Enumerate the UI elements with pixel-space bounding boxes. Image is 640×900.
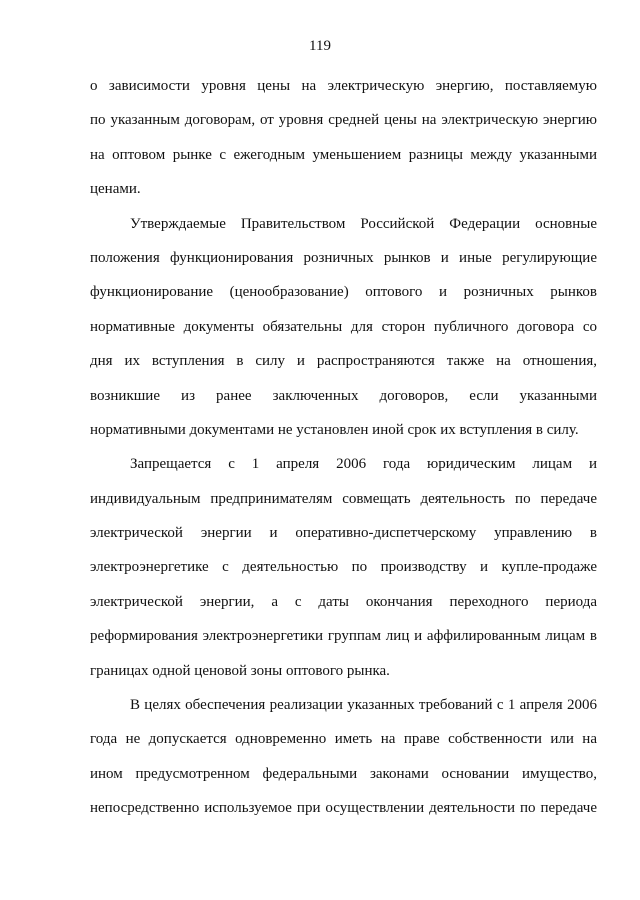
text-line: Утверждаемые Правительством Российской Федерации основные [130, 215, 597, 232]
paragraph-1 [90, 69, 597, 207]
text-line: функционирование (ценообразование) оптового и розничных рынков [90, 284, 597, 301]
text-line: по указанным договорам, от уровня средней цены на электрическую энергию [90, 112, 597, 129]
text-line: электрической энергии и оперативно-диспетчерскому управлению в [90, 525, 597, 542]
paragraph-3 [90, 447, 597, 688]
text-line: о зависимости уровня цены на электрическую энергию, поставляемую [90, 78, 597, 94]
text-line: электроэнергетике с деятельностью по производству и купле-продаже [90, 559, 597, 576]
text-line: индивидуальным предпринимателям совмещать деятельность по передаче [90, 490, 597, 507]
text-line: Запрещается с 1 апреля 2006 года юридическим лицам и [130, 456, 597, 473]
text-line: нормативные документы обязательны для сторон публичного договора со [90, 318, 597, 335]
text-line: ценами. [90, 181, 141, 198]
text-line: возникшие из ранее заключенных договоров, если указанными [90, 387, 597, 404]
text-line: нормативными документами не установлен иной срок их вступления в силу. [90, 421, 579, 438]
document-body [90, 69, 597, 826]
page-number: 119 [309, 38, 331, 54]
text-line: непосредственно используемое при осуществлении деятельности по передаче [90, 800, 597, 817]
text-line: на оптовом рынке с ежегодным уменьшением разницы между указанными [90, 146, 597, 163]
text-line: года не допускается одновременно иметь на праве собственности или на [90, 731, 597, 748]
paragraph-2 [90, 207, 597, 448]
text-line: положения функционирования розничных рынков и иные регулирующие [90, 249, 597, 266]
text-line: дня их вступления в силу и распространяются также на отношения, [90, 353, 597, 370]
paragraph-4 [90, 688, 597, 826]
text-line: реформирования электроэнергетики группам лиц и аффилированным лицам в [90, 628, 597, 645]
text-line: ином предусмотренном федеральными законами основании имущество, [90, 765, 597, 782]
text-line: В целях обеспечения реализации указанных требований с 1 апреля 2006 [130, 697, 597, 714]
text-line: границах одной ценовой зоны оптового рынка. [90, 662, 390, 679]
text-line: электрической энергии, а с даты окончания переходного периода [90, 593, 597, 610]
